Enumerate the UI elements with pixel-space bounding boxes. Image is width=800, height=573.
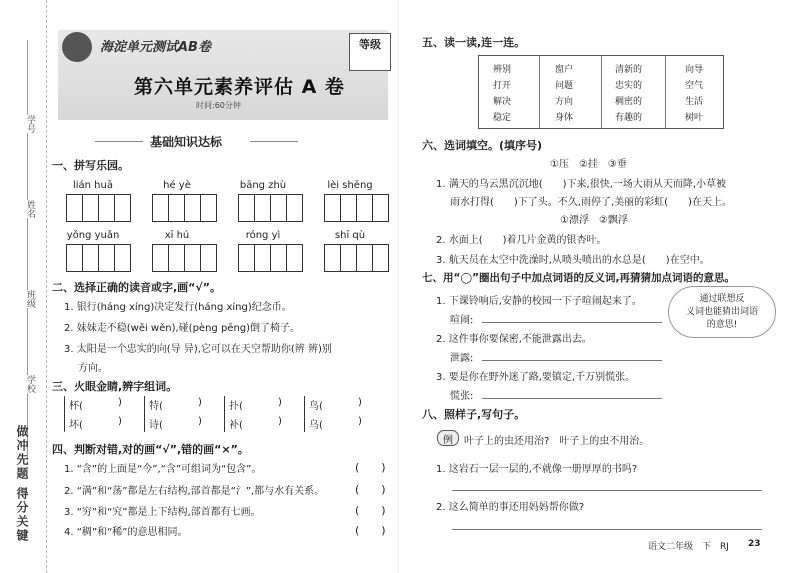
q4-answer-paren[interactable]: ( ) (355, 483, 386, 496)
q3-paren-close[interactable]: ) (278, 397, 282, 408)
heading-rule-left (95, 141, 143, 142)
q3-word: 诗( (149, 420, 163, 431)
writing-grid[interactable] (238, 194, 302, 222)
q6-item-2[interactable]: 2. 水面上( )着几片金黄的银杏叶。 (436, 235, 607, 246)
q4-item-num: 3. (64, 507, 74, 518)
answer-line[interactable] (482, 360, 662, 361)
q7-label-2: 泄露: (450, 353, 474, 364)
q3-paren-close[interactable]: ) (118, 416, 122, 427)
q8-item-1: 1. 这岩石一层一层的,不就像一册厚厚的书吗? (436, 464, 638, 475)
hint-line: 义词也能猜出词语 (685, 307, 758, 317)
q7-item-1[interactable]: 1. 下课铃响后,安静的校园一下子喧闹起来了。 (436, 296, 642, 307)
hint-bubble (668, 286, 776, 338)
writing-grid[interactable] (152, 244, 216, 272)
q8-example: 叶子上的虫还用治? 叶子上的虫不用治。 (464, 436, 650, 447)
brace (144, 396, 146, 432)
match-word[interactable]: 身体 (555, 113, 574, 123)
q2-item-text[interactable]: 银行(háng xíng)决定发行(háng xíng)纪念币。 (76, 302, 292, 313)
q3-title: 三、火眼金睛,辨字组词。 (52, 380, 178, 393)
hint-line: 通过联想反 (699, 294, 745, 304)
pinyin-7: róng yì (245, 230, 281, 241)
q4-item-4 (64, 523, 187, 538)
match-word[interactable]: 解决 (493, 97, 512, 107)
q8-title: 八、照样子,写句子。 (422, 408, 526, 421)
grade-label: 等级 (359, 38, 381, 51)
page-number: 23 (748, 539, 761, 549)
table-divider (665, 56, 666, 128)
writing-grid[interactable] (324, 244, 388, 272)
q3-group (64, 396, 362, 434)
q6-item-3[interactable]: 3. 航天员在太空中洗澡时,从喷头喷出的水总是( )在空中。 (436, 255, 710, 266)
margin-label-id: 学号 (25, 115, 35, 133)
q8-item-2: 2. 这么简单的事还用妈妈帮你做? (436, 502, 585, 513)
matching-table (478, 55, 724, 129)
pinyin-1: lián huā (72, 180, 113, 191)
grade-box (349, 33, 391, 71)
logo-text: 海淀单元测试AB卷 (100, 40, 211, 55)
q4-item-3 (64, 503, 261, 518)
margin-label-school: 学校 (25, 375, 35, 393)
answer-line[interactable] (452, 490, 762, 491)
q3-word: 乌( (309, 420, 323, 431)
match-word[interactable]: 忠实的 (615, 81, 643, 91)
q6-title: 六、选词填空。(填序号) (422, 139, 543, 152)
pinyin-4: lèi shēng (327, 180, 373, 191)
writing-grid[interactable] (66, 194, 130, 222)
q3-word: 杯( (69, 401, 83, 412)
q1-title: 一、拼写乐园。 (52, 159, 129, 172)
q4-item-num: 4. (64, 527, 74, 538)
writing-grid[interactable] (66, 244, 130, 272)
match-word[interactable]: 向导 (685, 65, 704, 75)
margin-label-class: 班级 (25, 290, 35, 308)
pinyin-6: xī hú (164, 230, 190, 241)
q3-word: 鸟( (309, 401, 323, 412)
q2-item-3 (64, 340, 332, 355)
table-divider (601, 56, 602, 128)
q7-label-3: 慌张: (450, 391, 474, 402)
q3-paren-close[interactable]: ) (358, 397, 362, 408)
q4-item-num: 1. (64, 464, 74, 475)
q3-word: 特( (149, 401, 163, 412)
match-word[interactable]: 窗户 (555, 65, 574, 75)
match-word[interactable]: 稠密的 (615, 97, 643, 107)
writing-grid[interactable] (324, 194, 388, 222)
match-word[interactable]: 清新的 (615, 65, 643, 75)
match-word[interactable]: 生活 (685, 97, 704, 107)
q2-item-num: 3. (64, 344, 74, 355)
binding-margin (0, 0, 47, 573)
table-divider (539, 56, 540, 128)
q7-title: 七、用“◯”圈出句子中加点词语的反义词,再猜猜加点词语的意思。 (422, 272, 736, 284)
q4-item-num: 2. (64, 486, 74, 497)
q2-item-1 (64, 298, 292, 313)
q2-item-2 (64, 319, 300, 334)
q7-item-2[interactable]: 2. 这件事你要保密,不能泄露出去。 (436, 334, 592, 345)
footer-book: 语文二年级 下 RJ (648, 542, 729, 552)
time-limit: 时间:60分钟 (196, 101, 241, 110)
q2-item-num: 1. (64, 302, 74, 313)
q3-paren-close[interactable]: ) (198, 416, 202, 427)
example-tag: 例 (437, 430, 459, 446)
answer-line[interactable] (482, 398, 662, 399)
q5-title: 五、读一读,连一连。 (422, 36, 526, 49)
match-word[interactable]: 方向 (555, 97, 574, 107)
answer-line[interactable] (452, 529, 762, 530)
q7-label-1: 喧闹: (450, 315, 474, 326)
brace (224, 396, 226, 432)
brace (64, 396, 66, 432)
writing-grid[interactable] (238, 244, 302, 272)
match-word[interactable]: 辨别 (493, 65, 512, 75)
margin-line (27, 40, 28, 460)
pinyin-2: hé yè (163, 180, 191, 191)
q2-item-text[interactable]: 太阳是一个忠实的向(导 异),它可以在天空帮助你(辨 辨)别 (76, 344, 332, 355)
q3-paren-close[interactable]: ) (278, 416, 282, 427)
match-word[interactable]: 树叶 (685, 113, 704, 123)
brace (304, 396, 306, 432)
q3-paren-close[interactable]: ) (198, 397, 202, 408)
q4-item-1 (64, 460, 261, 475)
q2-item-num: 2. (64, 323, 74, 334)
q6-options-1: ①压 ②挂 ③垂 (550, 159, 627, 170)
q2-item-text[interactable]: 妹妹走不稳(wěi wěn),碰(pèng pēng)倒了椅子。 (76, 323, 301, 334)
q4-answer-paren[interactable]: ( ) (355, 461, 386, 474)
match-word[interactable]: 打开 (493, 81, 512, 91)
section-heading: 基础知识达标 (150, 135, 223, 149)
q6-options-2: ①漂浮 ②飘浮 (560, 215, 628, 226)
q4-item-text: “穷”和“究”都是上下结构,部首都有七画。 (76, 507, 261, 518)
q4-item-text: “含”的上面是“今”,“含”可组词为“包含”。 (76, 464, 262, 475)
q7-item-3[interactable]: 3. 要是你在野外迷了路,要镇定,千万别慌张。 (436, 372, 636, 383)
page-title: 第六单元素养评估 A 卷 (134, 76, 345, 98)
match-word[interactable]: 问题 (555, 81, 574, 91)
q2-title: 二、选择正确的读音或字,画“√”。 (52, 281, 221, 294)
match-word[interactable]: 稳定 (493, 113, 512, 123)
q4-item-text: “稠”和“稀”的意思相同。 (76, 527, 188, 538)
page-fold (398, 0, 399, 573)
q6-item-1-line1[interactable]: 1. 满天的乌云黑沉沉地( )下来,很快,一场大雨从天而降,小草被 (436, 179, 727, 190)
match-word[interactable]: 有趣的 (615, 113, 643, 123)
margin-slogan: 做冲先题 得分关键 (15, 425, 29, 544)
q3-word: 扑( (229, 401, 243, 412)
answer-line[interactable] (482, 322, 662, 323)
q2-item-3-cont: 方向。 (78, 363, 108, 374)
match-word[interactable]: 空气 (685, 81, 704, 91)
pinyin-3: bāng zhù (239, 180, 287, 191)
q3-word: 坏( (69, 420, 83, 431)
q4-answer-paren[interactable]: ( ) (355, 524, 386, 537)
hint-line: 的意思! (706, 320, 738, 330)
q4-answer-paren[interactable]: ( ) (355, 504, 386, 517)
pinyin-8: shī qù (334, 230, 366, 241)
margin-label-name: 姓名 (25, 200, 35, 218)
q6-item-1-line2[interactable]: 雨水打得( )下了头。不久,雨停了,美丽的彩虹( )在天上。 (450, 197, 732, 208)
q3-paren-close[interactable]: ) (118, 397, 122, 408)
q4-title: 四、判断对错,对的画“√”,错的画“×”。 (52, 443, 249, 456)
logo-icon (62, 32, 92, 62)
q3-paren-close[interactable]: ) (358, 416, 362, 427)
q4-item-text: “满”和“荡”都是左右结构,部首都是“氵”,都与水有关系。 (76, 486, 325, 497)
heading-rule-right (250, 141, 298, 142)
q3-word: 补( (229, 420, 243, 431)
q4-item-2 (64, 482, 324, 497)
pinyin-5: yǒng yuǎn (66, 230, 120, 241)
writing-grid[interactable] (152, 194, 216, 222)
